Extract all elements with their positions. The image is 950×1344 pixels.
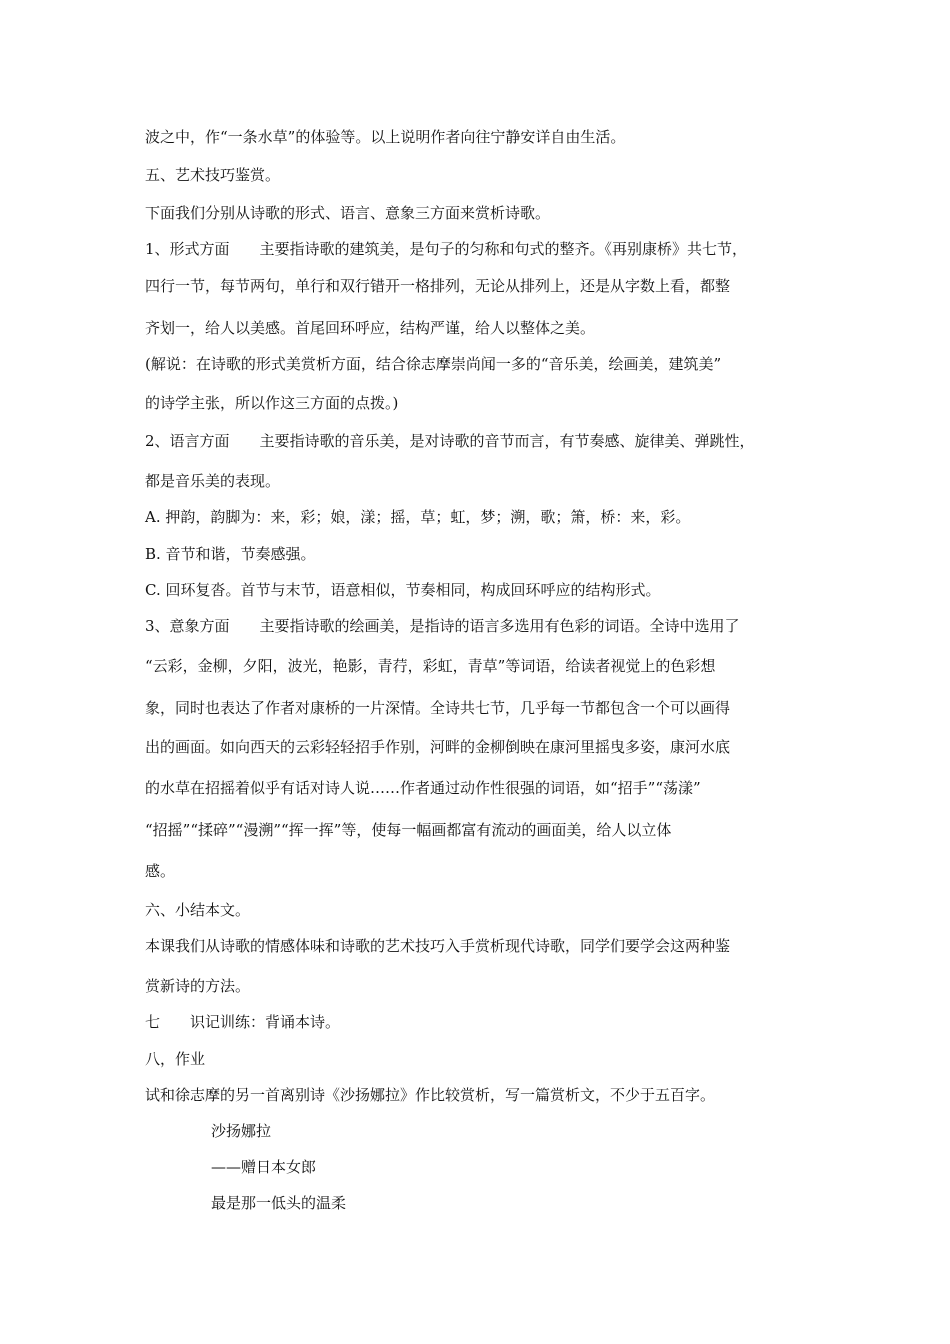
poem-title: 沙扬娜拉 (211, 1122, 272, 1140)
text-line: 下面我们分别从诗歌的形式、语言、意象三方面来赏析诗歌。 (145, 204, 551, 222)
text-line: 波之中，作“一条水草”的体验等。以上说明作者向往宁静安详自由生活。 (145, 128, 626, 146)
section-heading-6: 六、小结本文。 (145, 901, 251, 919)
text-line: 本课我们从诗歌的情感体味和诗歌的艺术技巧入手赏析现代诗歌，同学们要学会这两种鉴 (145, 937, 731, 955)
text-line: 出的画面。如向西天的云彩轻轻招手作别，河畔的金柳倒映在康河里摇曳多姿，康河水底 (145, 738, 731, 756)
text-line: “云彩，金柳，夕阳，波光，艳影，青荇，彩虹，青草”等词语，给读者视觉上的色彩想 (145, 657, 716, 675)
list-item: A. 押韵，韵脚为：来，彩；娘，漾；摇，草；虹，梦；溯，歌；箫，桥：来，彩。 (145, 508, 691, 526)
text-line: 象，同时也表达了作者对康桥的一片深情。全诗共七节，几乎每一节都包含一个可以画得 (145, 699, 731, 717)
text-line: 的水草在招摇着似乎有话对诗人说……作者通过动作性很强的词语，如“招手”“荡漾” (145, 779, 701, 797)
text-line: (解说：在诗歌的形式美赏析方面，结合徐志摩崇尚闻一多的“音乐美，绘画美，建筑美” (145, 355, 722, 373)
poem-line: 最是那一低头的温柔 (211, 1194, 347, 1212)
list-item: C. 回环复沓。首节与末节，语意相似，节奏相同，构成回环呼应的结构形式。 (145, 581, 661, 599)
text-line: 齐划一，给人以美感。首尾回环呼应，结构严谨，给人以整体之美。 (145, 319, 596, 337)
text-line: 都是音乐美的表现。 (145, 472, 281, 490)
section-heading-8: 八，作业 (145, 1050, 206, 1068)
text-line: 试和徐志摩的另一首离别诗《沙扬娜拉》作比较赏析，写一篇赏析文，不少于五百字。 (145, 1086, 716, 1104)
section-heading-5: 五、艺术技巧鉴赏。 (145, 166, 281, 184)
section-heading-7: 七 识记训练：背诵本诗。 (145, 1013, 341, 1031)
text-line: 1、形式方面 主要指诗歌的建筑美，是句子的匀称和句式的整齐。《再别康桥》共七节， (145, 240, 748, 258)
text-line: 四行一节，每节两句，单行和双行错开一格排列，无论从排列上，还是从字数上看，都整 (145, 277, 731, 295)
text-line: 感。 (145, 862, 176, 880)
list-item: B. 音节和谐，节奏感强。 (145, 545, 316, 563)
text-line: “招摇”“揉碎”“漫溯”“挥一挥”等，使每一幅画都富有流动的画面美，给人以立体 (145, 821, 672, 839)
poem-subtitle: ——赠日本女郎 (211, 1158, 317, 1176)
text-line: 赏新诗的方法。 (145, 977, 251, 995)
text-line: 的诗学主张，所以作这三方面的点拨。) (145, 394, 399, 412)
text-line: 2、语言方面 主要指诗歌的音乐美，是对诗歌的音节而言，有节奏感、旋律美、弹跳性， (145, 432, 755, 450)
text-line: 3、意象方面 主要指诗歌的绘画美，是指诗的语言多选用有色彩的词语。全诗中选用了 (145, 617, 740, 635)
